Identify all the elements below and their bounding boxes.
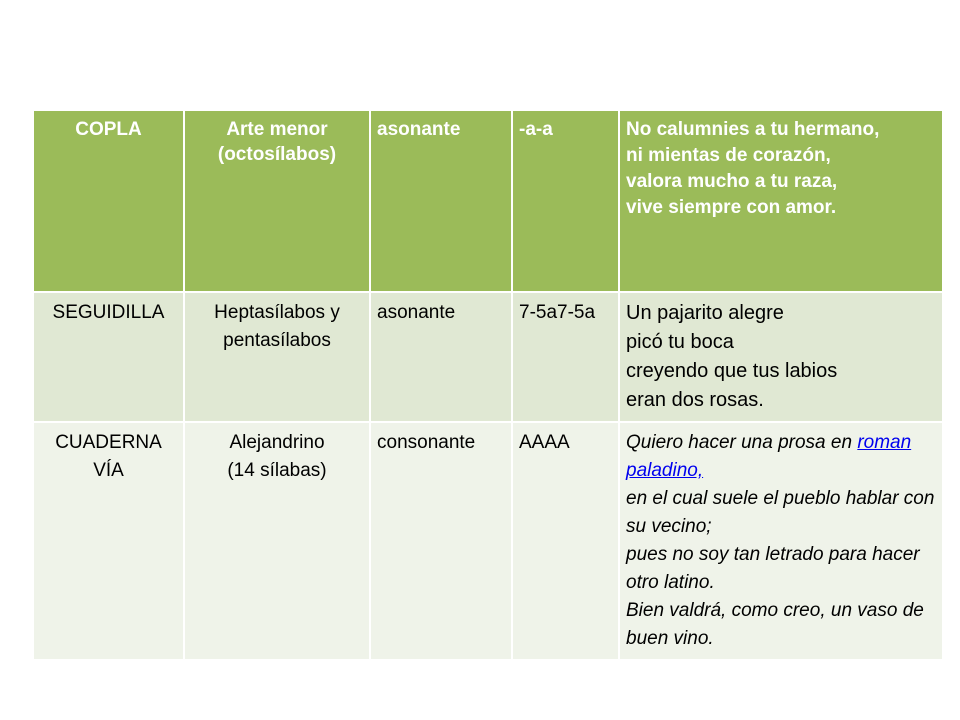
cell-ejemplo	[619, 111, 942, 292]
roman-paladino-link[interactable]: roman paladino,	[626, 432, 912, 481]
cell-estrofa	[34, 111, 184, 292]
verse-line: Un pajarito alegre	[626, 302, 784, 324]
medida-line: (octosílabos)	[217, 144, 337, 165]
verse-line: en el cual suele el pueblo hablar con su vecino;	[626, 488, 935, 537]
cell-medida	[184, 111, 370, 292]
rima-type: asonante	[377, 302, 456, 323]
cell-rima	[370, 422, 512, 660]
verse-line: No calumnies a tu hermano,	[626, 119, 880, 140]
cell-esquema	[512, 422, 619, 660]
cell-esquema	[512, 111, 619, 292]
cell-ejemplo	[619, 292, 942, 422]
table-row-copla	[34, 111, 942, 292]
poetry-forms-table	[34, 111, 942, 661]
cell-medida	[184, 422, 370, 660]
medida-line: Heptasílabos y	[214, 302, 340, 323]
cell-ejemplo	[619, 422, 942, 660]
cell-rima	[370, 111, 512, 292]
cell-medida	[184, 292, 370, 422]
verse-line: picó tu boca	[626, 331, 734, 353]
rima-type: asonante	[377, 119, 461, 140]
cell-esquema	[512, 292, 619, 422]
estrofa-name: CUADERNA	[55, 432, 162, 453]
verse-line: vive siempre con amor.	[626, 197, 837, 218]
table-row-seguidilla	[34, 292, 942, 422]
estrofa-name: VÍA	[93, 460, 124, 481]
verse-line: pues no soy tan letrado para hacer otro latino.	[626, 544, 920, 593]
rhyme-scheme: AAAA	[519, 432, 570, 453]
estrofa-name: SEGUIDILLA	[52, 302, 165, 323]
verse-line: creyendo que tus labios	[626, 360, 838, 382]
medida-line: Alejandrino	[229, 432, 325, 453]
rhyme-scheme: -a-a	[519, 119, 553, 140]
cell-estrofa	[34, 422, 184, 660]
medida-line: (14 sílabas)	[227, 460, 327, 481]
estrofa-name: COPLA	[75, 119, 142, 140]
verse-line: Bien valdrá, como creo, un vaso de buen vino.	[626, 600, 924, 649]
cell-estrofa	[34, 292, 184, 422]
verse-line: eran dos rosas.	[626, 389, 764, 411]
rhyme-scheme: 7-5a7-5a	[519, 302, 596, 323]
verse-line: ni mientas de corazón,	[626, 145, 831, 166]
table-row-cuaderna-via	[34, 422, 942, 660]
verse-line	[626, 429, 936, 485]
cell-rima	[370, 292, 512, 422]
rima-type: consonante	[377, 432, 476, 453]
medida-line: Arte menor	[226, 119, 328, 140]
medida-line: pentasílabos	[223, 330, 331, 351]
verse-text: Quiero hacer una prosa en	[626, 432, 858, 453]
verse-line: valora mucho a tu raza,	[626, 171, 838, 192]
